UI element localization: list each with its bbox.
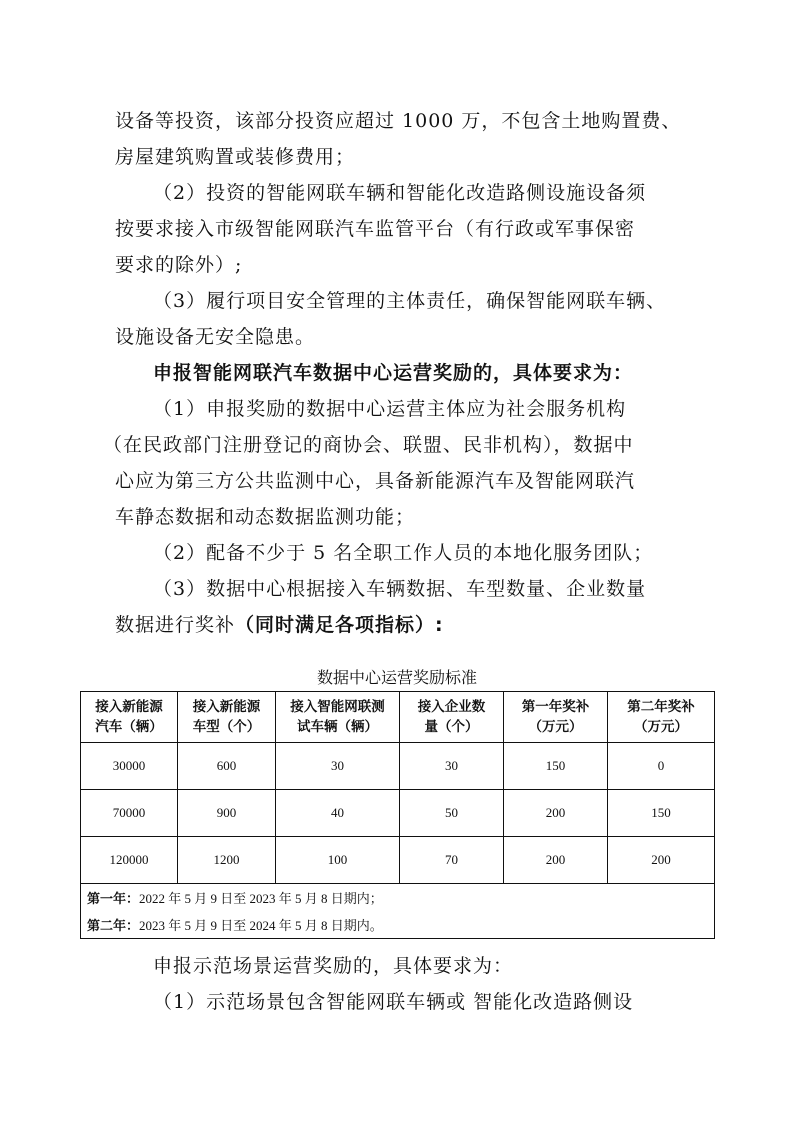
table-row <box>81 837 715 884</box>
header-cell: 接入企业数 量（个） <box>400 692 504 743</box>
paragraph-line: 设施设备无安全隐患。 <box>115 326 316 348</box>
table-note <box>81 884 715 912</box>
paragraph-line: 要求的除外）; <box>115 254 243 276</box>
table-cell: 30 <box>276 743 400 790</box>
header-cell: 第二年奖补 （万元） <box>608 692 715 743</box>
table-cell: 30 <box>400 743 504 790</box>
note-label: 第二年： <box>87 919 140 934</box>
table-cell: 120000 <box>81 837 178 884</box>
header-cell: 接入新能源 车型（个） <box>178 692 276 743</box>
table-cell: 200 <box>504 790 608 837</box>
paragraph-line: 房屋建筑购置或装修费用； <box>115 146 356 168</box>
table-cell: 70 <box>400 837 504 884</box>
table-header-row <box>81 692 715 743</box>
paragraph-line: （2）投资的智能网联车辆和智能化改造路侧设施设备须 <box>153 182 647 204</box>
table-cell: 0 <box>608 743 715 790</box>
table-cell: 200 <box>504 837 608 884</box>
table-cell: 1200 <box>178 837 276 884</box>
table-cell: 50 <box>400 790 504 837</box>
table-cell: 40 <box>276 790 400 837</box>
note-text: 2022 年 5 月 9 日至 2023 年 5 月 8 日期内； <box>139 891 383 906</box>
emphasis-text: （同时满足各项指标）: <box>235 614 444 636</box>
table-cell: 30000 <box>81 743 178 790</box>
table-cell: 600 <box>178 743 276 790</box>
paragraph-line <box>115 611 444 639</box>
paragraph-text: 数据进行奖补 <box>115 614 236 636</box>
section-heading: 申报智能网联汽车数据中心运营奖励的，具体要求为： <box>153 362 634 384</box>
paragraph-line: （2）配备不少于 5 名全职工作人员的本地化服务团队； <box>153 542 654 564</box>
paragraph-line: （3）履行项目安全管理的主体责任，确保智能网联车辆、 <box>153 290 667 312</box>
paragraph-line: 车静态数据和动态数据监测功能； <box>115 506 416 528</box>
paragraph-line: （3）数据中心根据接入车辆数据、车型数量、企业数量 <box>153 578 647 600</box>
paragraph-line: 申报示范场景运营奖励的，具体要求为： <box>153 955 514 977</box>
table-cell: 70000 <box>81 790 178 837</box>
table-row <box>81 743 715 790</box>
paragraph-line: 设备等投资，该部分投资应超过 1000 万，不包含土地购置费、 <box>115 110 682 132</box>
header-cell: 第一年奖补 （万元） <box>504 692 608 743</box>
header-cell: 接入智能网联测 试车辆（辆） <box>276 692 400 743</box>
paragraph-line: 心应为第三方公共监测中心，具备新能源汽车及智能网联汽 <box>115 470 636 492</box>
table-note-row <box>81 884 715 912</box>
table-caption: 数据中心运营奖励标准 <box>316 668 477 687</box>
paragraph-line: （1）示范场景包含智能网联车辆或 智能化改造路侧设 <box>153 991 634 1013</box>
table-cell: 150 <box>608 790 715 837</box>
reward-table <box>80 691 715 939</box>
paragraph-line: （在民政部门注册登记的商协会、联盟、民非机构），数据中 <box>103 434 634 456</box>
table-cell: 900 <box>178 790 276 837</box>
paragraph-line: 按要求接入市级智能网联汽车监管平台（有行政或军事保密 <box>115 218 636 240</box>
table-cell: 150 <box>504 743 608 790</box>
note-text: 2023 年 5 月 9 日至 2024 年 5 月 8 日期内。 <box>139 918 383 933</box>
table-cell: 200 <box>608 837 715 884</box>
table-note <box>81 911 715 939</box>
paragraph-line: （1）申报奖励的数据中心运营主体应为社会服务机构 <box>153 398 627 420</box>
table-row <box>81 790 715 837</box>
table-cell: 100 <box>276 837 400 884</box>
table-note-row <box>81 911 715 939</box>
header-cell: 接入新能源 汽车（辆） <box>81 692 178 743</box>
note-label: 第一年： <box>87 892 140 907</box>
